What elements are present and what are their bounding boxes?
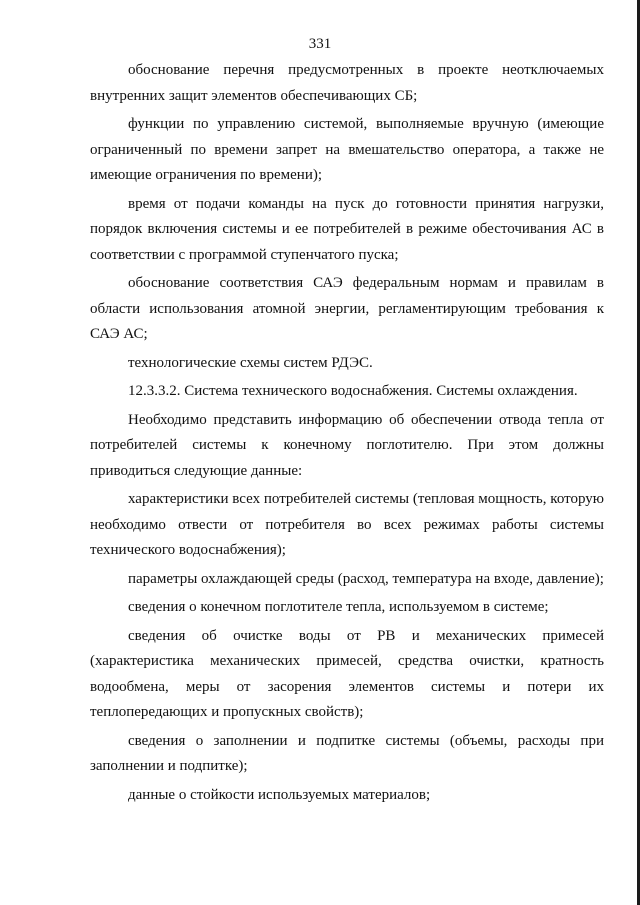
paragraph-sae-compliance: обоснование соответствия САЭ федеральным нормам и правилам в области использования атомной энергии, регламентирующим требования к САЭ АС; bbox=[90, 275, 604, 342]
page-body bbox=[90, 58, 604, 811]
list-item-consumer-characteristics: характеристики всех потребителей системы (тепловая мощность, которую необходимо отвести от потребителя во всех режимах работы системы технического водоснабжения); bbox=[90, 491, 604, 558]
paragraph-internal-protections: обоснование перечня предусмотренных в проекте неотключаемых внутренних защит элементов обеспечивающих СБ; bbox=[90, 62, 604, 104]
list-item-material-durability: данные о стойкости используемых материалов; bbox=[128, 786, 431, 803]
list-item-water-purification: сведения об очистке воды от РВ и механических примесей (характеристика механических примесей, средства очистки, кратность водообмена, меры от засорения элементов системы и потери их теплопередающих и пропускных свойств); bbox=[90, 627, 604, 720]
paragraph-startup-time: время от подачи команды на пуск до готовности принятия нагрузки, порядок включения системы и ее потребителей в режиме обесточивания АС в соответствии с программой ступенчатого пуска; bbox=[90, 195, 604, 263]
paragraph-rdes-schemes: технологические схемы систем РДЭС. bbox=[128, 354, 373, 371]
list-item-filling-makeup: сведения о заполнении и подпитке системы (объемы, расходы при заполнении и подпитке); bbox=[90, 732, 604, 774]
paragraph-heat-removal: Необходимо представить информацию об обеспечении отвода тепла от потребителей системы к конечному поглотителю. При этом должны приводиться следующие данные: bbox=[90, 411, 604, 479]
list-item-heat-sink-info: сведения о конечном поглотителе тепла, используемом в системе; bbox=[128, 599, 549, 615]
paragraph-manual-control-functions: функции по управлению системой, выполняемые вручную (имеющие ограниченный по времени запрет на вмешательство оператора, а также не имеющие ограничения по времени); bbox=[90, 116, 604, 183]
page-number: 331 bbox=[308, 36, 332, 52]
section-heading-water-supply: 12.3.3.2. Система технического водоснабжения. Системы охлаждения. bbox=[128, 383, 578, 399]
list-item-coolant-parameters: параметры охлаждающей среды (расход, температура на входе, давление); bbox=[128, 570, 604, 587]
